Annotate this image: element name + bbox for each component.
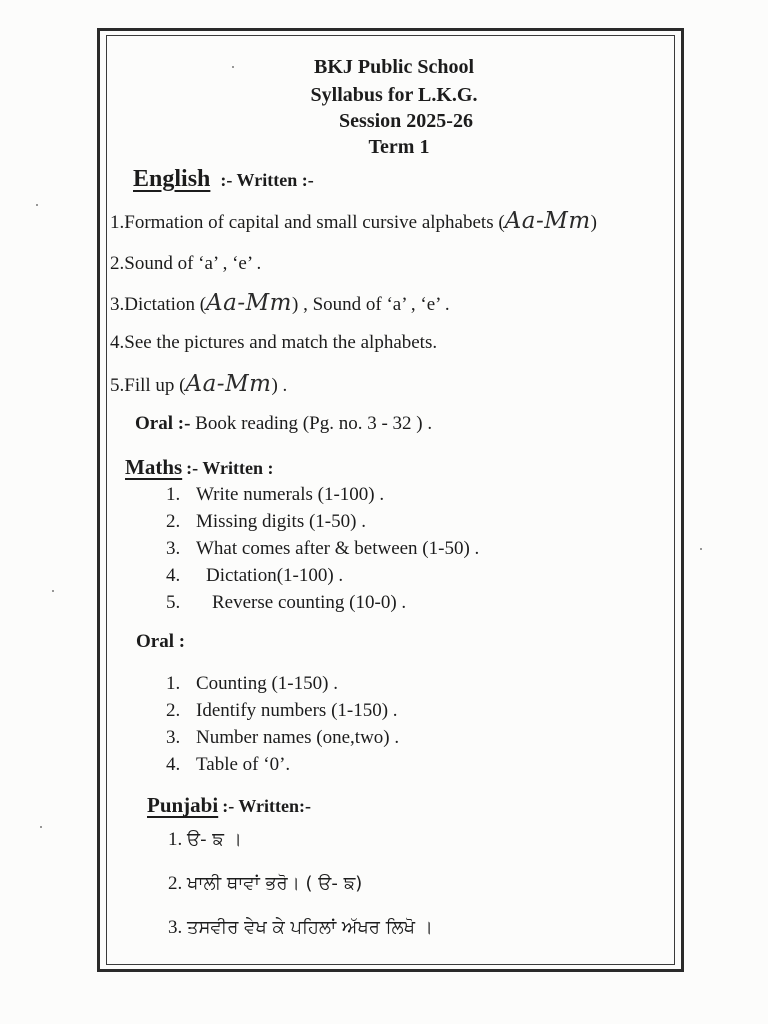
item-number: 1. (166, 673, 181, 694)
item-text: What comes after & between (1-50) . (196, 538, 480, 559)
item-number: 4. (110, 332, 125, 353)
maths-oral-label: Oral : (136, 631, 186, 652)
punjabi-title: Punjabi (147, 793, 219, 817)
item-text: Sound of ‘a’ , ‘e’ . (124, 253, 262, 274)
item-text: Reverse counting (10-0) . (212, 592, 407, 613)
english-item-4 (110, 332, 437, 354)
item-number: 3. (168, 917, 183, 938)
item-text: Write numerals (1-100) . (196, 484, 385, 505)
maths-oral-item-1 (166, 673, 338, 695)
maths-written-item-4 (166, 565, 343, 587)
item-text: ਖਾਲੀ ਥਾਵਾਂ ਭਰੋ। ( ੳ- ਙ) (187, 873, 363, 894)
maths-written-item-2 (166, 511, 366, 533)
item-text: Fill up ( (124, 375, 186, 396)
item-number: 4. (166, 754, 181, 775)
item-number: 1. (168, 829, 183, 850)
speck (52, 590, 54, 592)
english-item-2 (110, 253, 261, 275)
punjabi-item-3 (168, 917, 433, 939)
speck (40, 826, 42, 828)
maths-oral-item-3 (166, 727, 399, 749)
item-number: 2. (166, 511, 181, 532)
speck (700, 548, 702, 550)
english-oral (135, 413, 432, 435)
handwritten-range: Aa-Mm (504, 208, 591, 234)
item-text: Number names (one,two) . (196, 727, 400, 748)
maths-written-label: :- Written : (186, 458, 274, 478)
term-title: Term 1 (368, 136, 430, 158)
school-name: BKJ Public School (313, 56, 475, 78)
item-tail: ) , Sound of ‘a’ , ‘e’ . (292, 294, 450, 315)
item-text: Counting (1-150) . (196, 673, 338, 694)
item-number: 1. (110, 212, 125, 233)
item-text: Missing digits (1-50) . (196, 511, 366, 532)
english-item-5 (110, 371, 287, 397)
punjabi-written-label: :- Written:- (222, 796, 312, 816)
handwritten-range: Aa-Mm (185, 371, 272, 397)
punjabi-item-1 (168, 829, 242, 851)
item-number: 5. (110, 375, 125, 396)
maths-written-item-1 (166, 484, 384, 506)
maths-oral-item-4 (166, 754, 290, 776)
maths-heading (125, 455, 273, 480)
english-title: English (133, 166, 211, 192)
item-number: 3. (166, 538, 181, 559)
english-oral-label: Oral :- (135, 413, 191, 434)
english-item-3 (110, 290, 450, 316)
item-number: 2. (166, 700, 181, 721)
item-number: 5. (166, 592, 181, 613)
item-text: Identify numbers (1-150) . (196, 700, 398, 721)
syllabus-title: Syllabus for L.K.G. (310, 84, 478, 106)
item-text: See the pictures and match the alphabets. (124, 332, 438, 353)
speck (36, 204, 38, 206)
item-text: ਤਸਵੀਰ ਵੇਖ ਕੇ ਪਹਿਲਾਂ ਅੱਖਰ ਲਿਖੋ । (187, 917, 433, 938)
item-number: 1. (166, 484, 181, 505)
item-text: Table of ‘0’. (196, 754, 291, 775)
english-item-1 (110, 208, 597, 234)
maths-written-item-5 (166, 592, 406, 614)
item-number: 3. (166, 727, 181, 748)
english-heading (133, 166, 314, 193)
punjabi-heading (147, 793, 311, 818)
session-title: Session 2025-26 (339, 110, 473, 132)
item-text: Formation of capital and small cursive alphabets ( (124, 212, 505, 233)
item-text: Dictation(1-100) . (206, 565, 344, 586)
handwritten-range: Aa-Mm (206, 290, 292, 316)
english-written-label: :- Written :- (220, 170, 314, 190)
maths-oral-item-2 (166, 700, 398, 722)
item-number: 2. (168, 873, 183, 894)
item-tail: ) (590, 212, 597, 233)
item-text: ੳ- ਙ । (187, 829, 242, 850)
maths-written-item-3 (166, 538, 479, 560)
english-oral-text: Book reading (Pg. no. 3 - 32 ) . (195, 413, 433, 434)
item-text: Dictation ( (124, 294, 207, 315)
maths-title: Maths (125, 455, 183, 479)
item-number: 2. (110, 253, 125, 274)
item-number: 4. (166, 565, 181, 586)
item-tail: ) . (271, 375, 288, 396)
punjabi-item-2 (168, 873, 362, 895)
item-number: 3. (110, 294, 125, 315)
